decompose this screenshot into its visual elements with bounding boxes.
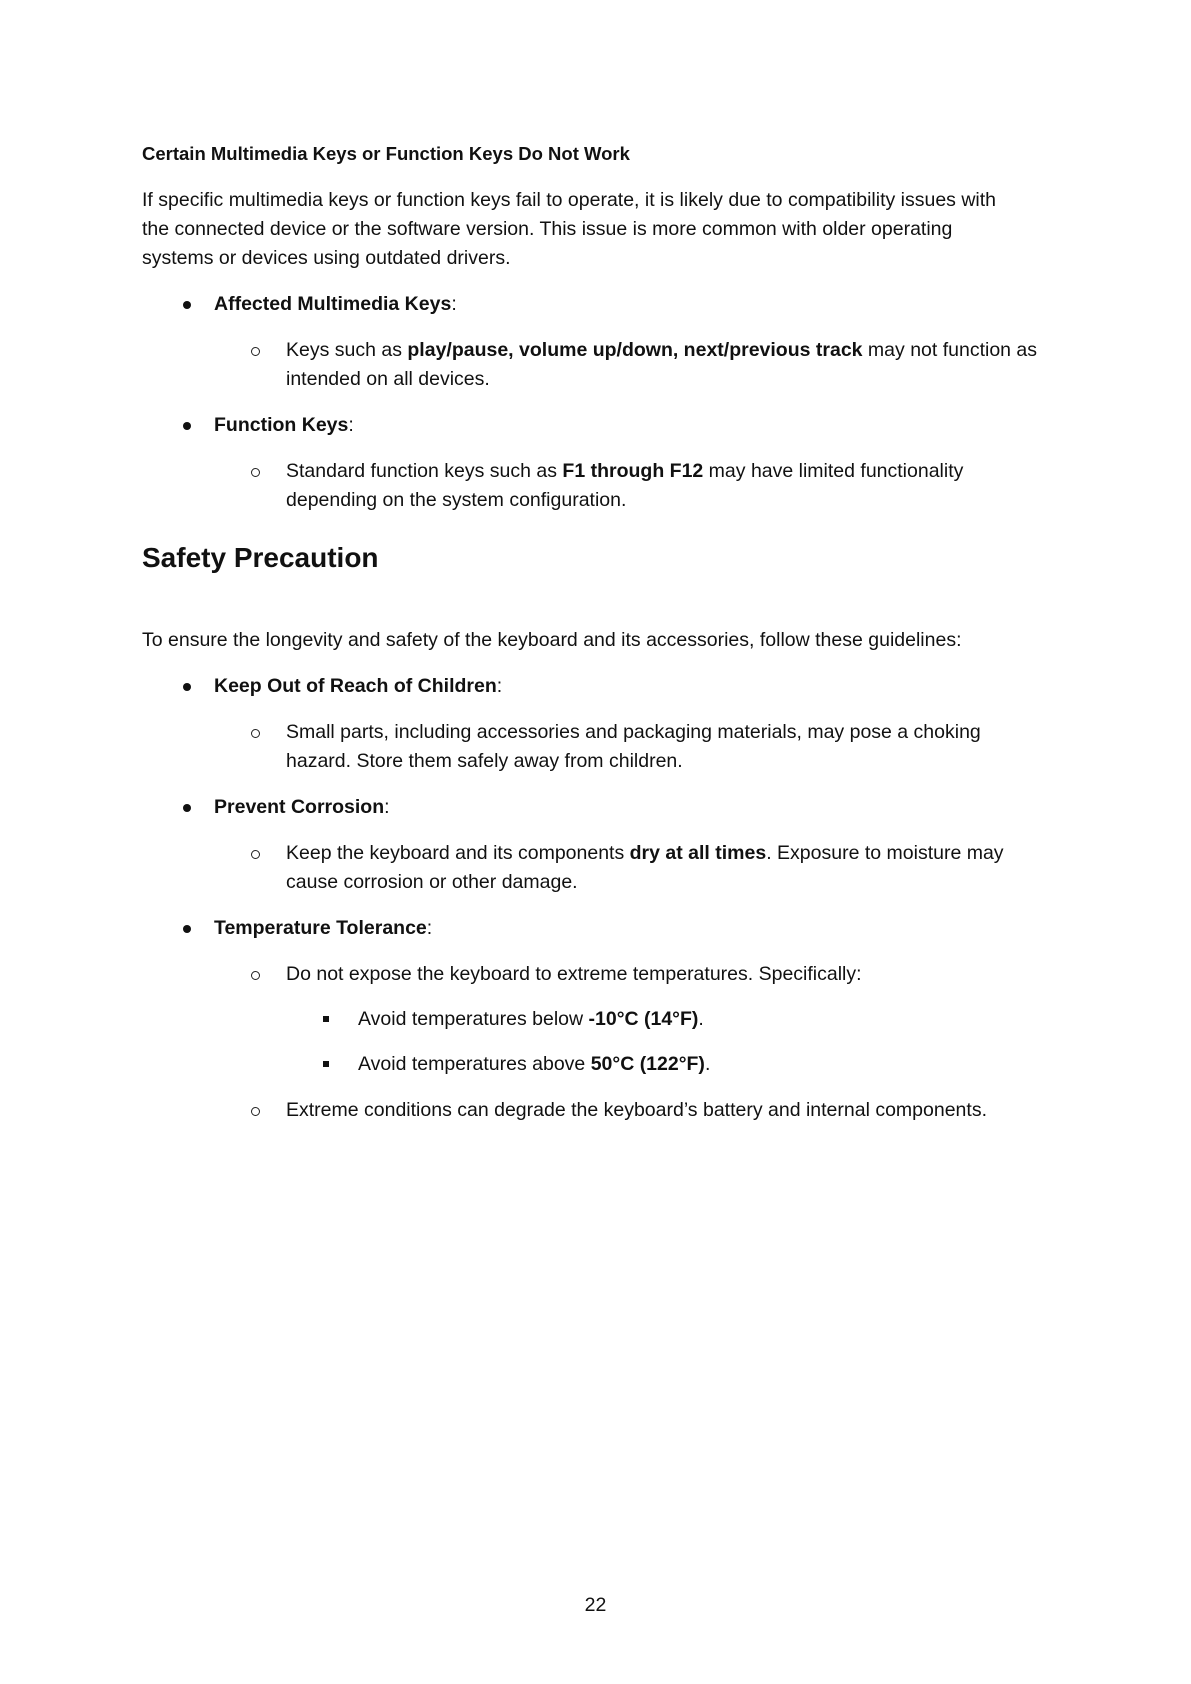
text-pre: Keys such as (286, 339, 408, 361)
text-post: may not function as (862, 339, 1038, 361)
text-bold: 50°C (122°F) (590, 1053, 705, 1075)
sub-item-function-line1 (286, 457, 963, 486)
bullet-ring (251, 729, 260, 738)
list-item-multimedia-keys (214, 290, 457, 319)
sub-item-temperature-intro: Do not expose the keyboard to extreme temperatures. Specifically: (286, 963, 862, 985)
text-post: . (698, 1008, 704, 1030)
safety-heading: Safety Precaution (142, 542, 379, 573)
bullet-dot (183, 422, 191, 430)
item-title: Affected Multimedia Keys (214, 293, 452, 315)
item-title: Keep Out of Reach of Children (214, 675, 497, 697)
intro-line-3: systems or devices using outdated drivers. (142, 247, 511, 269)
bullet-dot (183, 683, 191, 691)
sub-item-children-line2: hazard. Store them safely away from children. (286, 750, 683, 772)
item-title: Prevent Corrosion (214, 796, 385, 818)
text-bold: -10°C (14°F) (588, 1008, 699, 1030)
text-post: may have limited functionality (703, 460, 964, 482)
bullet-ring (251, 1107, 260, 1116)
text-pre: Avoid temperatures above (358, 1053, 591, 1075)
bullet-square (323, 1061, 329, 1067)
troubleshoot-subheading: Certain Multimedia Keys or Function Keys Do Not Work (142, 143, 630, 164)
page-number: 22 (584, 1594, 607, 1616)
sub-item-multimedia-line1 (286, 336, 1037, 365)
bullet-ring (251, 971, 260, 980)
bullet-square (323, 1016, 329, 1022)
item-colon: : (348, 414, 354, 436)
intro-line-2: the connected device or the software version. This issue is more common with older operating (142, 218, 953, 240)
text-pre: Avoid temperatures below (358, 1008, 589, 1030)
sub-item-function-line2: depending on the system configuration. (286, 489, 627, 511)
intro-line-1: If specific multimedia keys or function keys fail to operate, it is likely due to compatibility issues with (142, 189, 997, 211)
sub-item-multimedia-line2: intended on all devices. (286, 368, 490, 390)
bullet-ring (251, 468, 260, 477)
item-colon: : (496, 675, 503, 697)
sub-item-temperature-extreme: Extreme conditions can degrade the keyboard’s battery and internal components. (286, 1099, 987, 1121)
item-colon: : (384, 796, 390, 818)
bullet-ring (251, 850, 260, 859)
item-title: Temperature Tolerance (214, 917, 427, 939)
text-post: . Exposure to moisture may (766, 842, 1004, 864)
sub-sub-item-below (358, 1005, 704, 1034)
sub-item-corrosion-line1 (286, 839, 1004, 868)
sub-sub-item-above (358, 1050, 710, 1079)
text-pre: Keep the keyboard and its components (286, 842, 630, 864)
bullet-dot (183, 804, 191, 812)
text-pre: Standard function keys such as (286, 460, 563, 482)
sub-item-corrosion-line2: cause corrosion or other damage. (286, 871, 578, 893)
bullet-dot (183, 301, 191, 309)
list-item-temperature (214, 914, 432, 943)
bullet-dot (183, 925, 191, 933)
list-item-corrosion (214, 793, 390, 822)
item-colon: : (451, 293, 457, 315)
text-bold: dry at all times (629, 842, 767, 864)
list-item-children (214, 672, 502, 701)
bullet-ring (251, 347, 260, 356)
text-bold: play/pause, volume up/down, next/previous track (407, 339, 863, 361)
text-bold: F1 through F12 (562, 460, 704, 482)
list-item-function-keys (214, 411, 354, 440)
safety-intro: To ensure the longevity and safety of the keyboard and its accessories, follow these guidelines: (142, 629, 962, 651)
sub-item-children-line1: Small parts, including accessories and packaging materials, may pose a choking (286, 721, 981, 743)
item-title: Function Keys (214, 414, 349, 436)
item-colon: : (426, 917, 433, 939)
text-post: . (704, 1053, 711, 1075)
